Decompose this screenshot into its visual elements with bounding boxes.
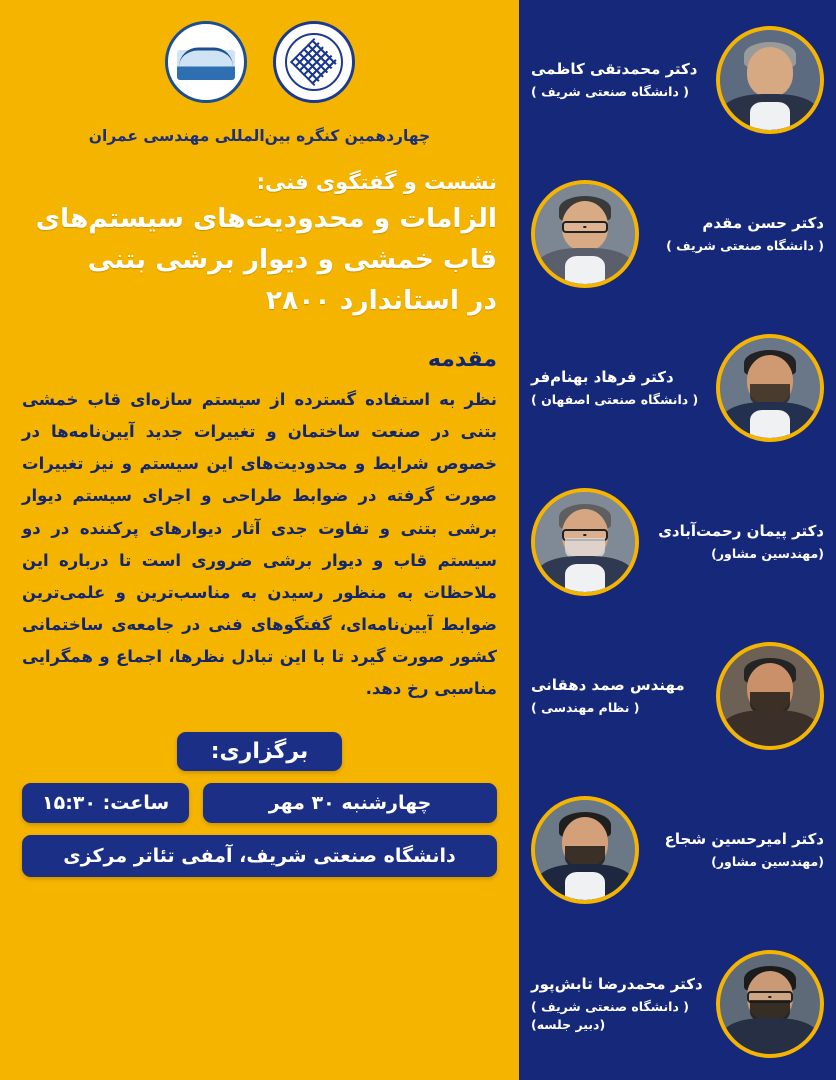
speaker-role: (دبیر جلسه) xyxy=(531,1016,606,1032)
speaker-photo-mohammadtaghi-kazemi xyxy=(716,26,824,134)
speaker-item xyxy=(527,630,828,762)
speaker-affiliation: (مهندسین مشاور) xyxy=(711,545,824,561)
speaker-name: مهندس صمد دهقانی xyxy=(531,676,685,695)
event-venue: دانشگاه صنعتی شریف، آمفی تئاتر مرکزی xyxy=(22,835,497,877)
speaker-photo-amirhossein-shoja xyxy=(531,796,639,904)
speaker-item xyxy=(527,938,828,1070)
speaker-photo-peyman-rahmatabadi xyxy=(531,488,639,596)
speaker-item xyxy=(527,322,828,454)
speaker-photo-farhad-behnamfar xyxy=(716,334,824,442)
session-kicker: نشست و گفتگوی فنی: xyxy=(256,169,497,194)
speaker-name: دکتر محمدرضا تابش‌پور xyxy=(531,975,703,994)
session-title-line-2: قاب خمشی و دیوار برشی بتنی xyxy=(87,243,497,275)
speaker-name: دکتر حسن مقدم xyxy=(702,214,824,233)
speaker-name: دکتر فرهاد بهنام‌فر xyxy=(531,368,674,387)
session-title-line-3: در استاندارد ۲۸۰۰ xyxy=(265,284,497,316)
speaker-affiliation: ( دانشگاه صنعتی اصفهان ) xyxy=(531,391,699,407)
session-title xyxy=(22,198,497,321)
speaker-item xyxy=(527,784,828,916)
introduction-heading: مقدمه xyxy=(427,346,497,372)
event-time: ساعت: ۱۵:۳۰ xyxy=(22,783,189,823)
holding-label: برگزاری: xyxy=(177,732,343,771)
speaker-photo-mohammadreza-tabeshpour xyxy=(716,950,824,1058)
event-date: چهارشنبه ۳۰ مهر xyxy=(203,783,497,823)
congress-name: چهاردهمین کنگره بین‌المللی مهندسی عمران xyxy=(88,127,431,145)
speaker-name: دکتر پیمان رحمت‌آبادی xyxy=(658,522,824,541)
speaker-name: دکتر محمدتقی کاظمی xyxy=(531,60,698,79)
speaker-affiliation: ( دانشگاه صنعتی شریف ) xyxy=(531,83,689,99)
speaker-item xyxy=(527,168,828,300)
speaker-affiliation: (مهندسین مشاور) xyxy=(711,853,824,869)
speaker-affiliation: ( دانشگاه صنعتی شریف ) xyxy=(531,998,689,1014)
sharif-university-logo xyxy=(273,21,355,103)
speaker-photo-samad-dehghani xyxy=(716,642,824,750)
speakers-panel xyxy=(519,0,836,1080)
speaker-item xyxy=(527,476,828,608)
introduction-text: نظر به استفاده گسترده از سیستم سازه‌ای قاب خمشی بتنی در صنعت ساختمان و تغییرات جدید آیین‌نامه‌ها در خصوص شرایط و محدودیت‌های این سیستم و نیز تغییرات صورت گرفته در ضوابط طراحی و اجرای سیستم دیوار برشی بتنی و تفاوت جدی آثار دیوارهای پرکننده در دو سیستم قاب و دیوار برشی ضروری است تا درباره این ملاحظات به منظور رسیدن به مناسب‌ترین و علمی‌ترین ضوابط آیین‌نامه‌ای، گفتگوهای فنی در جامعه‌ی ساختمانی کشور صورت گیرد تا با این تبادل نظرها، اجماع و همگرایی مناسبی رخ دهد. xyxy=(22,389,497,699)
speaker-affiliation: ( دانشگاه صنعتی شریف ) xyxy=(666,237,824,253)
event-details xyxy=(22,732,497,877)
speaker-affiliation: ( نظام مهندسی ) xyxy=(531,699,640,715)
speaker-name: دکتر امیرحسین شجاع xyxy=(664,830,824,849)
speaker-photo-hassan-moghaddam xyxy=(531,180,639,288)
event-date-time-row xyxy=(22,783,497,823)
session-title-line-1: الزامات و محدودیت‌های سیستم‌های xyxy=(35,202,497,234)
logo-row xyxy=(22,16,497,108)
civil-engineering-congress-logo xyxy=(165,21,247,103)
speaker-item xyxy=(527,14,828,146)
